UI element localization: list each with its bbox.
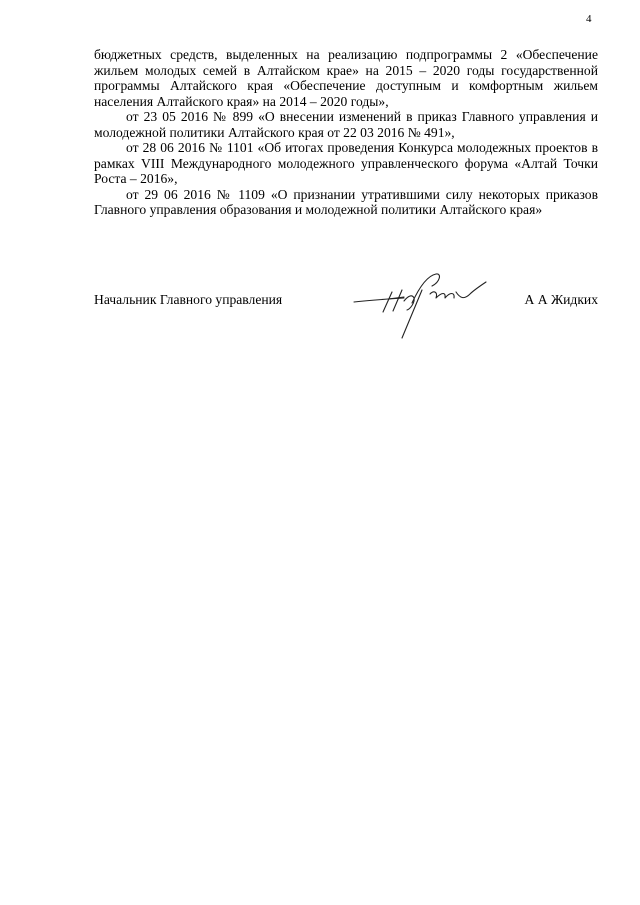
document-body [94, 47, 598, 218]
handwritten-signature [352, 268, 502, 340]
paragraph-order-1109: от 29 06 2016 № 1109 «О признании утратившими силу некоторых приказов Главного управления образования и молодежной политики Алтайского края» [94, 186, 598, 217]
signer-name: А А Жидких [524, 292, 598, 307]
page-number: 4 [586, 13, 592, 25]
paragraph-order-1101: от 28 06 2016 № 1101 «Об итогах проведения Конкурса молодежных проектов в рамках VIII Международного молодежного управленческого форума «Алтай Точки Роста – 2016», [94, 140, 598, 186]
paragraph-order-899: от 23 05 2016 № 899 «О внесении изменений в приказ Главного управления и молодежной политики Алтайского края от 22 03 2016 № 491», [94, 109, 598, 140]
signer-title: Начальник Главного управления [94, 292, 283, 307]
paragraph-continuation: бюджетных средств, выделенных на реализацию подпрограммы 2 «Обеспечение жильем молодых семей в Алтайском крае» на 2015 – 2020 годы государственной программы Алтайского края «Обеспечение доступным и комфортным жильем населения Алтайского края» на 2014 – 2020 годы», [94, 47, 598, 109]
signature-block [94, 288, 598, 328]
